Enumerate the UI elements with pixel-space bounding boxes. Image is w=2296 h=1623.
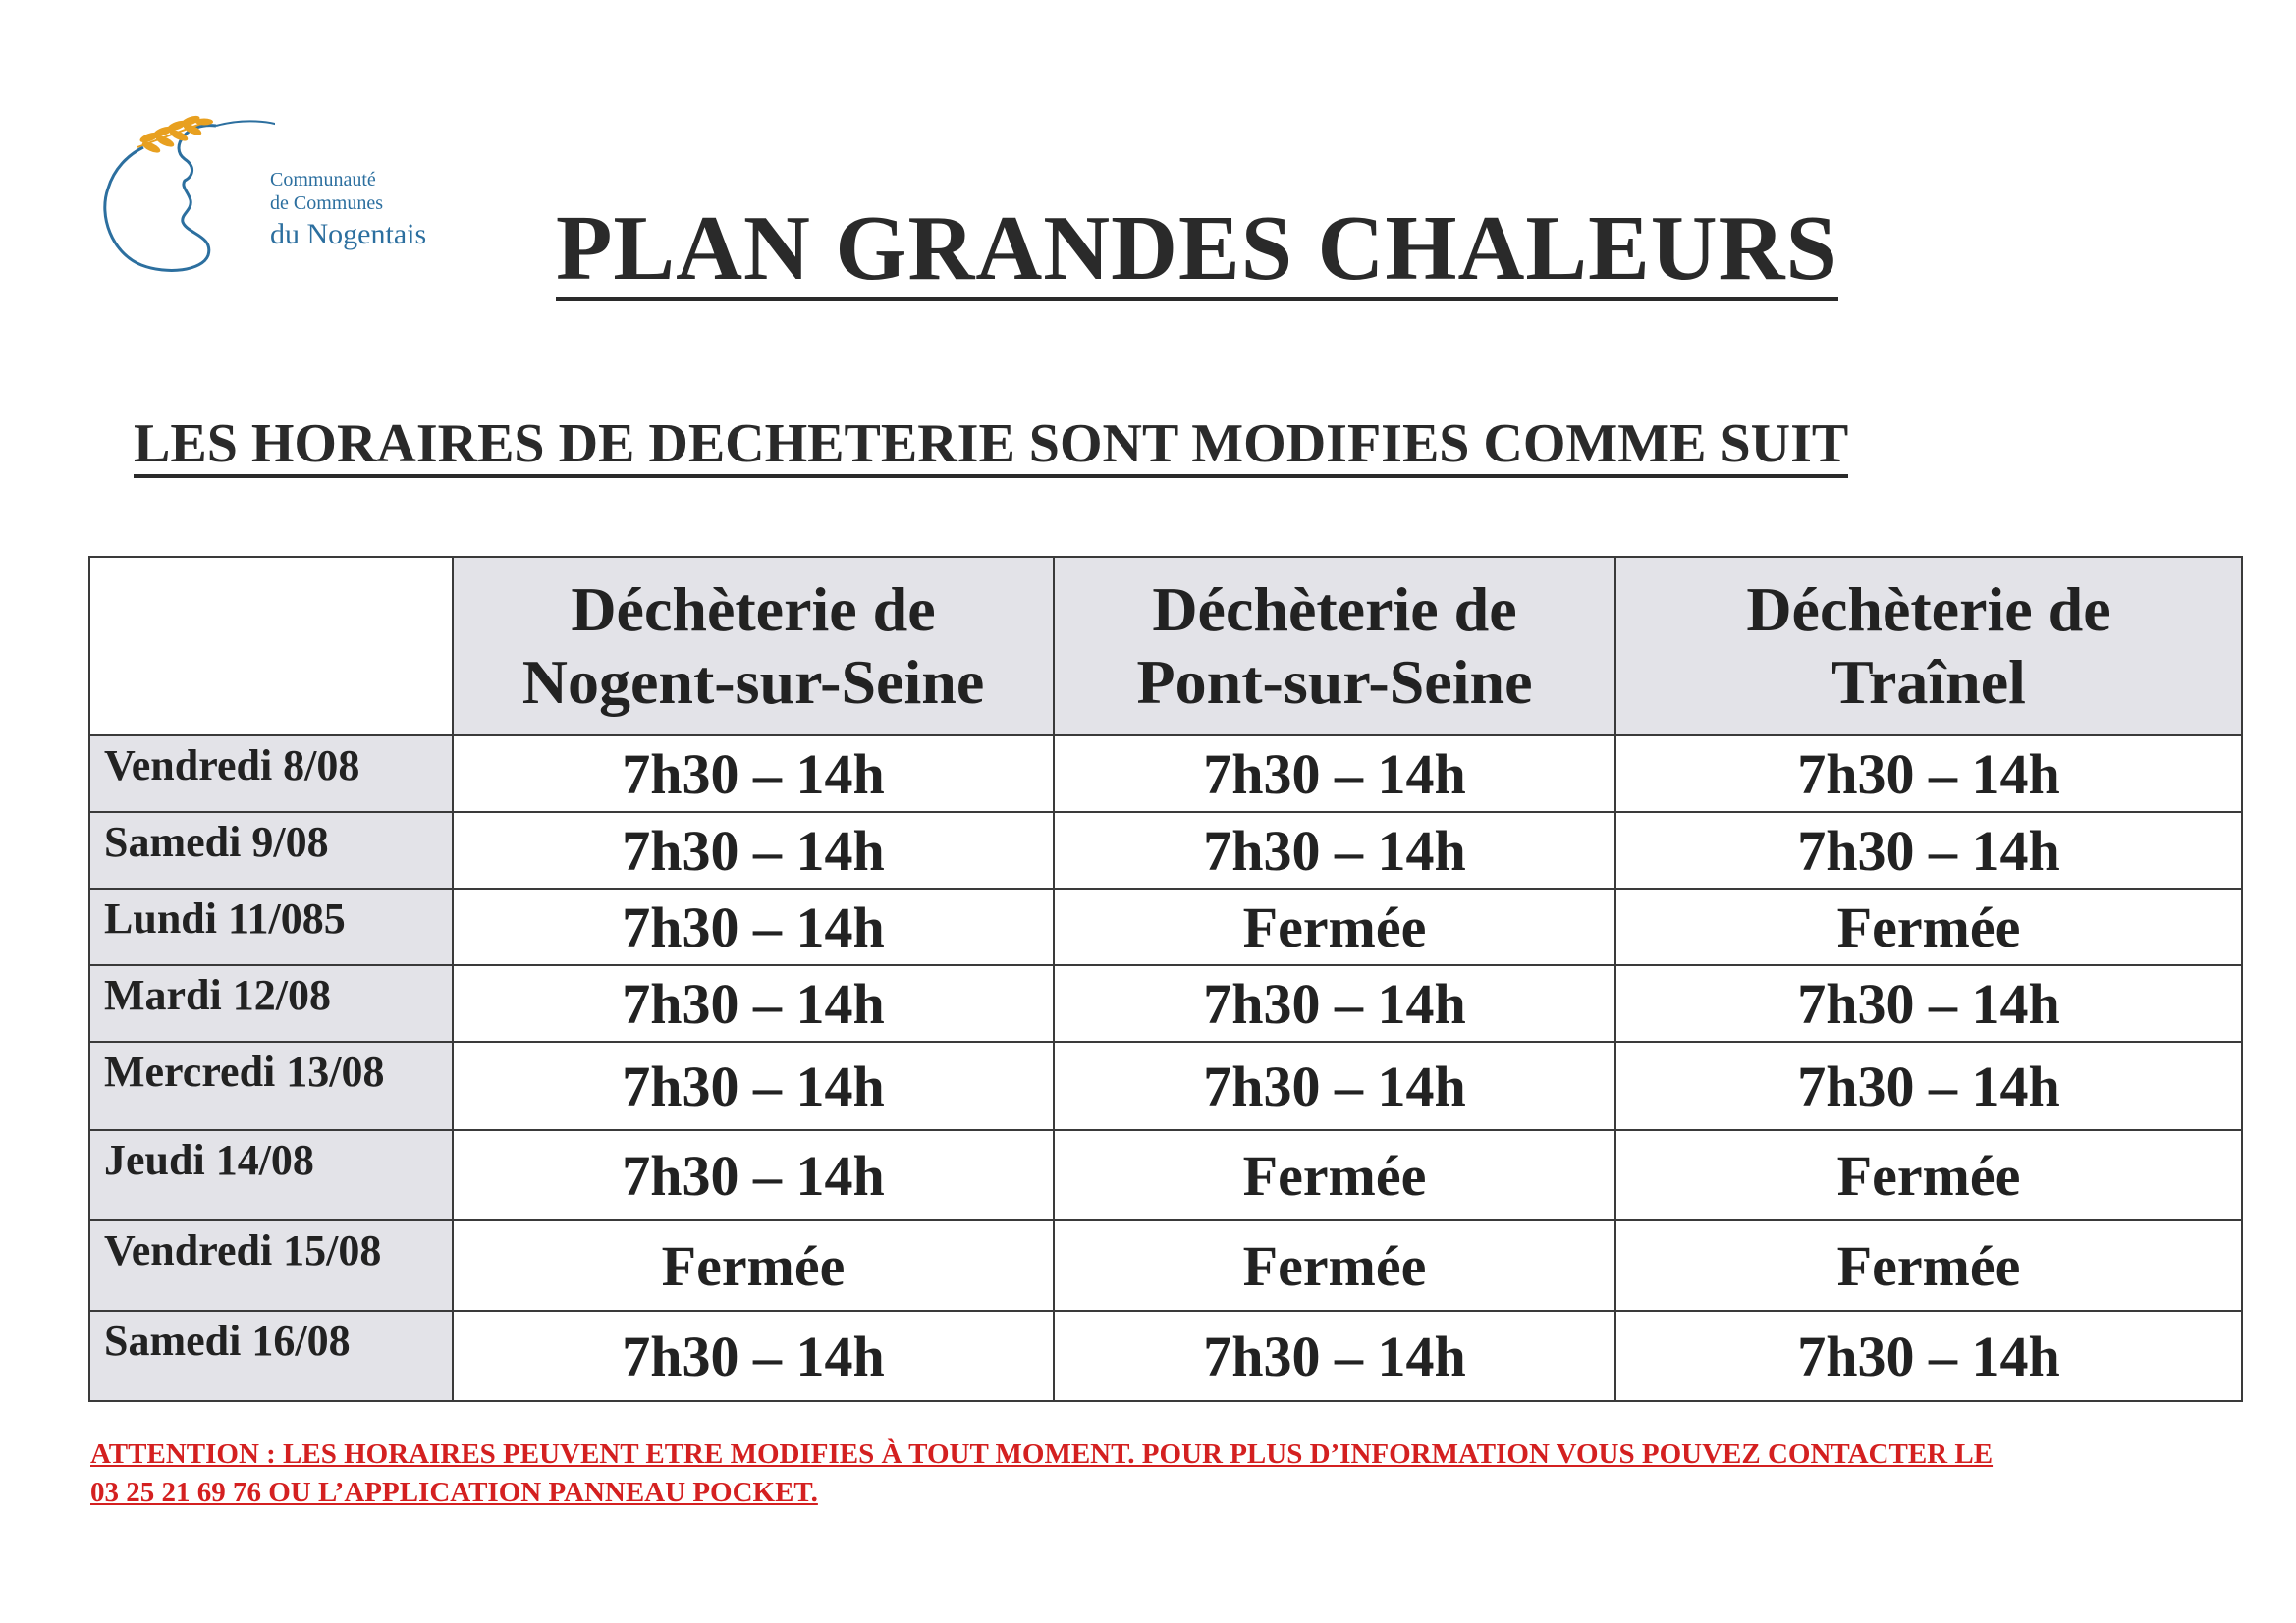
hours-cell: 7h30 – 14h (1054, 735, 1615, 812)
day-cell: Vendredi 15/08 (89, 1220, 453, 1311)
hours-cell: Fermée (1054, 1130, 1615, 1220)
table-row (89, 1311, 2242, 1401)
hours-cell: 7h30 – 14h (453, 735, 1054, 812)
hours-cell: 7h30 – 14h (453, 812, 1054, 889)
logo-line-communaute: Communauté (270, 169, 376, 190)
attention-line-2: 03 25 21 69 76 OU L’APPLICATION PANNEAU POCKET. (90, 1477, 818, 1509)
column-header-trainel (1615, 557, 2242, 735)
community-logo (98, 108, 491, 285)
day-cell: Jeudi 14/08 (89, 1130, 453, 1220)
hours-cell: 7h30 – 14h (1054, 812, 1615, 889)
hours-cell: 7h30 – 14h (1054, 1311, 1615, 1401)
logo-line-nogentais: du Nogentais (270, 218, 427, 251)
day-cell: Lundi 11/085 (89, 889, 453, 965)
hours-cell: 7h30 – 14h (453, 1130, 1054, 1220)
hours-cell: 7h30 – 14h (453, 1311, 1054, 1401)
column-header-line: Traînel (1831, 647, 2026, 717)
column-header-line: Déchèterie de (571, 574, 936, 645)
hours-cell: 7h30 – 14h (453, 965, 1054, 1042)
column-header-line: Pont-sur-Seine (1136, 647, 1533, 717)
table-header-row (89, 557, 2242, 735)
table-row (89, 1042, 2242, 1130)
day-cell: Mardi 12/08 (89, 965, 453, 1042)
column-header-nogent (453, 557, 1054, 735)
logo-text (270, 169, 426, 252)
table-row (89, 1220, 2242, 1311)
page-title: PLAN GRANDES CHALEURS (556, 197, 1838, 299)
hours-cell: Fermée (1615, 1220, 2242, 1311)
hours-cell: 7h30 – 14h (453, 1042, 1054, 1130)
column-header-line: Déchèterie de (1152, 574, 1517, 645)
logo-line-de-communes: de Communes (270, 191, 383, 214)
day-cell: Samedi 16/08 (89, 1311, 453, 1401)
hours-cell: Fermée (1615, 889, 2242, 965)
page-subtitle: LES HORAIRES DE DECHETERIE SONT MODIFIES COMME SUIT (134, 416, 1848, 478)
hours-cell: Fermée (453, 1220, 1054, 1311)
table-row (89, 1130, 2242, 1220)
table-row (89, 889, 2242, 965)
hours-cell: 7h30 – 14h (1615, 735, 2242, 812)
attention-notice (90, 1435, 2251, 1512)
hours-cell: 7h30 – 14h (453, 889, 1054, 965)
day-cell: Mercredi 13/08 (89, 1042, 453, 1130)
column-header-line: Déchèterie de (1746, 574, 2111, 645)
column-header-pont (1054, 557, 1615, 735)
hours-cell: 7h30 – 14h (1054, 965, 1615, 1042)
hours-cell: 7h30 – 14h (1615, 1042, 2242, 1130)
hours-cell: 7h30 – 14h (1054, 1042, 1615, 1130)
profile-wheat-logo-icon (98, 108, 275, 285)
hours-cell: Fermée (1615, 1130, 2242, 1220)
hours-cell: 7h30 – 14h (1615, 965, 2242, 1042)
attention-line-1: ATTENTION : LES HORAIRES PEUVENT ETRE MODIFIES À TOUT MOMENT. POUR PLUS D’INFORMATION VOUS POUVEZ CONTACTER LE (90, 1438, 1994, 1470)
schedule-table (88, 556, 2243, 1402)
hours-cell: Fermée (1054, 889, 1615, 965)
hours-cell: 7h30 – 14h (1615, 812, 2242, 889)
hours-cell: 7h30 – 14h (1615, 1311, 2242, 1401)
table-corner-cell (89, 557, 453, 735)
column-header-line: Nogent-sur-Seine (521, 647, 985, 717)
day-cell: Vendredi 8/08 (89, 735, 453, 812)
table-row (89, 812, 2242, 889)
hours-cell: Fermée (1054, 1220, 1615, 1311)
table-row (89, 735, 2242, 812)
table-row (89, 965, 2242, 1042)
day-cell: Samedi 9/08 (89, 812, 453, 889)
